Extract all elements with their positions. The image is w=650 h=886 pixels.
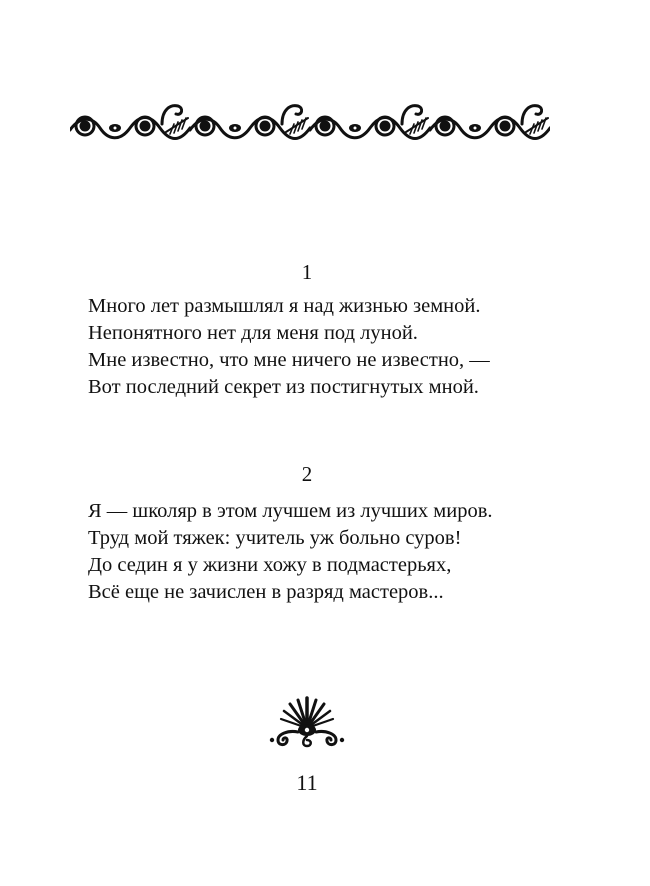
vine-border-ornament-icon — [70, 96, 550, 152]
poem-line: Всё еще не зачислен в разряд мастеров... — [88, 581, 444, 603]
poem-number: 1 — [301, 260, 313, 284]
palmette-tailpiece-icon — [268, 694, 346, 750]
poem-line: Труд мой тяжек: учитель уж больно суров! — [88, 527, 462, 549]
poem-stanza — [88, 498, 568, 606]
poem-line: Непонятного нет для меня под луной. — [88, 322, 418, 344]
poem-number: 2 — [301, 462, 313, 486]
poem-line: Мне известно, что мне ничего не известно, — — [88, 349, 490, 371]
poem-stanza — [88, 293, 568, 401]
page-number: 11 — [296, 770, 318, 795]
poem-line: Много лет размышлял я над жизнью земной. — [88, 295, 481, 317]
poem-line: Вот последний секрет из постигнутых мной. — [88, 376, 479, 398]
poem-line: Я — школяр в этом лучшем из лучших миров. — [88, 500, 493, 522]
poem-line: До седин я у жизни хожу в подмастерьях, — [88, 554, 452, 576]
